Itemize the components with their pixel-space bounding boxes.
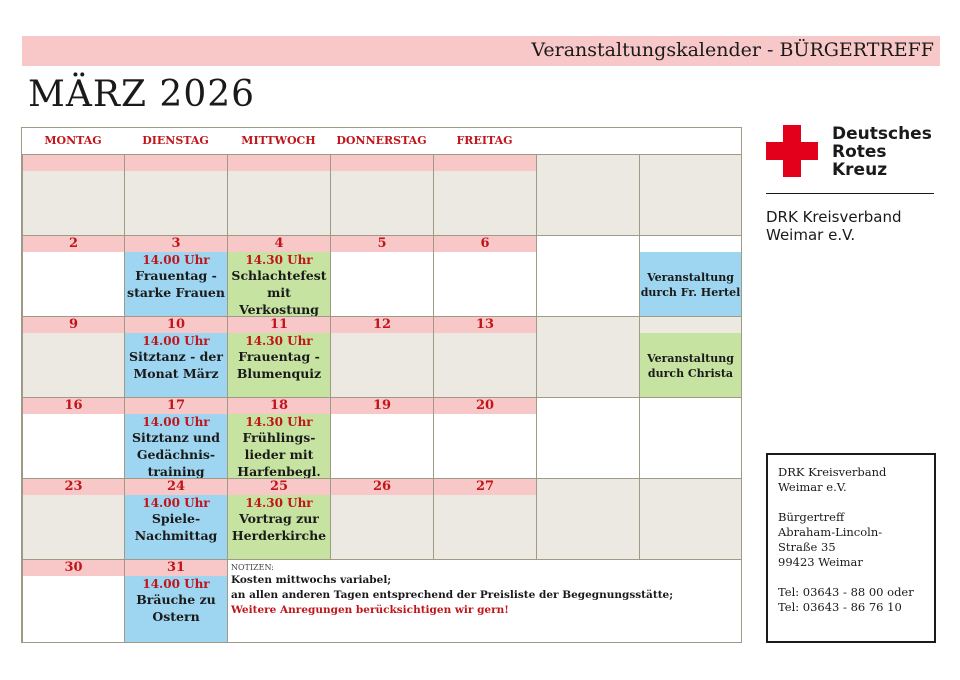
day-cell[interactable] bbox=[124, 316, 228, 398]
day-cell[interactable] bbox=[330, 154, 434, 236]
day-cell[interactable] bbox=[433, 154, 537, 236]
event-block bbox=[125, 414, 227, 478]
event-block bbox=[125, 495, 227, 559]
banner-title: Veranstaltungskalender - BÜRGERTREFF bbox=[531, 39, 934, 61]
logo-sub-line: DRK Kreisverband bbox=[766, 208, 902, 226]
event-time: 14.30 Uhr bbox=[245, 496, 313, 510]
weekend-cell-sun bbox=[639, 154, 742, 236]
logo-divider bbox=[766, 193, 934, 194]
day-cell[interactable] bbox=[22, 316, 125, 398]
day-number: 25 bbox=[228, 479, 330, 495]
day-cell[interactable] bbox=[124, 559, 228, 643]
address-box bbox=[766, 453, 936, 643]
weekday-header-monday: MONTAG bbox=[44, 134, 102, 147]
address-line: Bürgertreff bbox=[778, 510, 845, 524]
day-number: 23 bbox=[23, 479, 124, 495]
weekend-cell-sat bbox=[536, 478, 640, 560]
logo-line: Deutsches bbox=[832, 124, 932, 144]
day-number bbox=[23, 155, 124, 171]
day-cell[interactable] bbox=[22, 478, 125, 560]
day-cell[interactable] bbox=[124, 397, 228, 479]
weekend-cell-sun bbox=[639, 397, 742, 479]
weekend-cell-sat bbox=[536, 316, 640, 398]
event-block bbox=[125, 333, 227, 397]
event-title: Bräuche zu Ostern bbox=[136, 592, 216, 624]
event-block bbox=[228, 495, 330, 559]
day-body bbox=[228, 171, 330, 235]
day-body bbox=[331, 171, 433, 235]
day-cell[interactable] bbox=[330, 478, 434, 560]
day-body bbox=[23, 495, 124, 559]
notes-label: NOTIZEN: bbox=[231, 563, 274, 572]
weekend-cell-sun bbox=[639, 478, 742, 560]
side-event: Veranstaltung durch Christa bbox=[640, 333, 741, 398]
day-number: 4 bbox=[228, 236, 330, 252]
phone-line[interactable]: Tel: 03643 - 86 76 10 bbox=[778, 600, 902, 614]
event-time: 14.00 Uhr bbox=[142, 334, 210, 348]
event-title: Sitztanz und Gedächnis-training bbox=[132, 430, 220, 478]
day-number: 12 bbox=[331, 317, 433, 333]
weekend-cell-sat bbox=[536, 154, 640, 236]
address-line: DRK Kreisverband bbox=[778, 465, 887, 479]
event-title: Frauentag - starke Frauen bbox=[127, 268, 225, 300]
weekday-header-friday: FREITAG bbox=[456, 134, 513, 147]
weekday-header-tuesday: DIENSTAG bbox=[142, 134, 209, 147]
notes-line: Weitere Anregungen berücksichtigen wir gern! bbox=[231, 604, 509, 616]
day-number: 30 bbox=[23, 560, 124, 576]
calendar-grid bbox=[21, 127, 742, 643]
address-line: Straße 35 bbox=[778, 540, 836, 554]
day-cell[interactable] bbox=[227, 478, 331, 560]
day-body bbox=[434, 171, 536, 235]
phone-line[interactable]: Tel: 03643 - 88 00 oder bbox=[778, 585, 914, 599]
day-number: 13 bbox=[434, 317, 536, 333]
address-line: Abraham-Lincoln- bbox=[778, 525, 883, 539]
day-number: 5 bbox=[331, 236, 433, 252]
event-block bbox=[228, 252, 330, 316]
weekday-header-thursday: DONNERSTAG bbox=[336, 134, 427, 147]
day-cell[interactable] bbox=[433, 316, 537, 398]
event-block bbox=[228, 333, 330, 397]
weekend-cell-sat bbox=[536, 397, 640, 479]
logo-org-name bbox=[832, 125, 932, 179]
day-cell[interactable] bbox=[227, 316, 331, 398]
event-time: 14.30 Uhr bbox=[245, 334, 313, 348]
day-number: 24 bbox=[125, 479, 227, 495]
weekend-cell-sat bbox=[536, 235, 640, 317]
event-title: Spiele-Nachmittag bbox=[134, 511, 218, 543]
address-line: Weimar e.V. bbox=[778, 480, 847, 494]
day-body bbox=[23, 171, 124, 235]
notes-line: Kosten mittwochs variabel; bbox=[231, 574, 392, 586]
notes-box bbox=[227, 559, 742, 643]
day-body bbox=[434, 333, 536, 397]
event-title: Schlachtefest mit Verkostung bbox=[231, 268, 327, 316]
day-number: 16 bbox=[23, 398, 124, 414]
notes-line: an allen anderen Tagen entsprechend der Preisliste der Begegnungsstätte; bbox=[231, 589, 674, 601]
day-cell[interactable] bbox=[330, 235, 434, 317]
day-body bbox=[125, 171, 227, 235]
logo-sub-line: Weimar e.V. bbox=[766, 226, 856, 244]
day-number: 17 bbox=[125, 398, 227, 414]
day-body bbox=[331, 333, 433, 397]
day-number: 11 bbox=[228, 317, 330, 333]
logo-line: Kreuz bbox=[832, 160, 888, 180]
day-number: 20 bbox=[434, 398, 536, 414]
side-event: Veranstaltung durch Fr. Hertel bbox=[640, 252, 741, 317]
day-number: 3 bbox=[125, 236, 227, 252]
day-cell[interactable] bbox=[227, 235, 331, 317]
day-number: 9 bbox=[23, 317, 124, 333]
day-body bbox=[331, 495, 433, 559]
day-cell[interactable] bbox=[227, 154, 331, 236]
weekend-cell-sun bbox=[639, 316, 742, 398]
day-number: 19 bbox=[331, 398, 433, 414]
day-cell[interactable] bbox=[124, 154, 228, 236]
event-block bbox=[125, 576, 227, 642]
logo-subtitle bbox=[766, 208, 901, 244]
day-cell[interactable] bbox=[22, 559, 125, 643]
address-line: 99423 Weimar bbox=[778, 555, 863, 569]
red-cross-icon bbox=[766, 125, 818, 177]
weekend-cell-sun bbox=[639, 235, 742, 317]
header-banner bbox=[22, 36, 940, 66]
day-body bbox=[434, 495, 536, 559]
day-number: 18 bbox=[228, 398, 330, 414]
event-block bbox=[125, 252, 227, 316]
event-block bbox=[228, 414, 330, 478]
day-cell[interactable] bbox=[330, 397, 434, 479]
day-number bbox=[331, 155, 433, 171]
day-cell[interactable] bbox=[227, 397, 331, 479]
day-cell[interactable] bbox=[330, 316, 434, 398]
day-cell[interactable] bbox=[433, 397, 537, 479]
event-time: 14.00 Uhr bbox=[142, 577, 210, 591]
day-cell[interactable] bbox=[124, 235, 228, 317]
logo-line: Rotes bbox=[832, 142, 887, 162]
event-time: 14.30 Uhr bbox=[245, 253, 313, 267]
event-time: 14.00 Uhr bbox=[142, 496, 210, 510]
day-number: 27 bbox=[434, 479, 536, 495]
day-number: 10 bbox=[125, 317, 227, 333]
event-title: Frühlings-lieder mit Harfenbegl. bbox=[237, 430, 321, 478]
day-number bbox=[228, 155, 330, 171]
day-cell[interactable] bbox=[124, 478, 228, 560]
day-number bbox=[434, 155, 536, 171]
day-cell[interactable] bbox=[22, 235, 125, 317]
event-title: Vortrag zur Herderkirche bbox=[231, 511, 327, 543]
event-time: 14.00 Uhr bbox=[142, 415, 210, 429]
event-time: 14.30 Uhr bbox=[245, 415, 313, 429]
day-number: 31 bbox=[125, 560, 227, 576]
day-cell[interactable] bbox=[22, 397, 125, 479]
event-title: Frauentag - Blumenquiz bbox=[236, 349, 322, 381]
event-title: Sitztanz - der Monat März bbox=[129, 349, 223, 381]
day-cell[interactable] bbox=[433, 235, 537, 317]
day-number: 2 bbox=[23, 236, 124, 252]
day-number: 26 bbox=[331, 479, 433, 495]
weekday-header-wednesday: MITTWOCH bbox=[241, 134, 316, 147]
day-number bbox=[125, 155, 227, 171]
month-title: MÄRZ 2026 bbox=[28, 74, 256, 115]
day-cell[interactable] bbox=[22, 154, 125, 236]
day-body bbox=[23, 333, 124, 397]
day-cell[interactable] bbox=[433, 478, 537, 560]
event-time: 14.00 Uhr bbox=[142, 253, 210, 267]
day-number: 6 bbox=[434, 236, 536, 252]
